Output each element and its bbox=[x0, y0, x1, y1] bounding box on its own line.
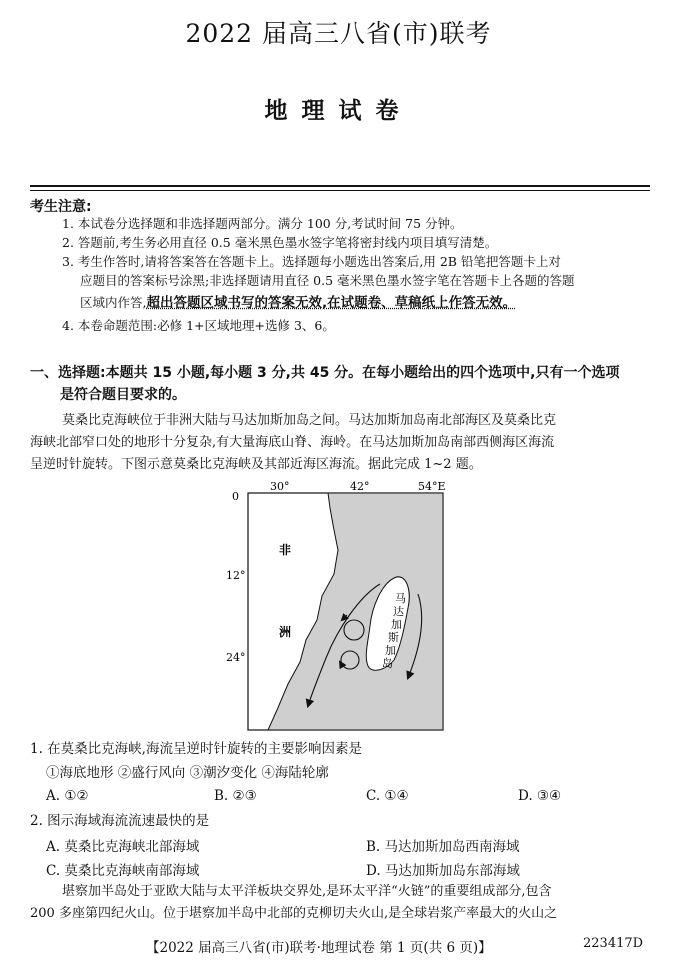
notice-item-1: 1. 本试卷分选择题和非选择题两部分。满分 100 分,考试时间 75 分钟。 bbox=[62, 216, 463, 231]
notice-item-4: 4. 本卷命题范围:必修 1+区域地理+选修 3、6。 bbox=[62, 318, 335, 333]
q1-option-b: B. ②③ bbox=[214, 788, 257, 804]
section-heading-line2: 是符合题目要求的。 bbox=[60, 387, 186, 403]
africa-label-2: 洲 bbox=[279, 625, 292, 639]
lat-label-12: 12° bbox=[226, 569, 246, 582]
section-heading bbox=[30, 362, 620, 406]
mada-char-2: 达 bbox=[393, 605, 404, 618]
notice-item-3-tail bbox=[80, 291, 516, 312]
question-1-stem: 1. 在莫桑比克海峡,海流呈逆时针旋转的主要影响因素是 bbox=[30, 741, 362, 757]
paper-code: 223417D bbox=[583, 936, 644, 951]
question-1-factors: ①海底地形 ②盛行风向 ③潮汐变化 ④海陆轮廓 bbox=[46, 765, 329, 781]
notice-bold-warning: 超出答题区域书写的答案无效,在试题卷、草稿纸上作答无效。 bbox=[146, 295, 517, 311]
section-heading-line1: 一、选择题:本题共 15 小题,每小题 3 分,共 45 分。在每小题给出的四个选项中,只有一个选项 bbox=[30, 365, 620, 381]
question-2-stem: 2. 图示海域海流流速最快的是 bbox=[30, 813, 210, 829]
notice-item-3-tail-text: 区域内作答, bbox=[80, 295, 147, 310]
top-rule-thin bbox=[30, 190, 650, 191]
passage1-line3: 呈逆时针旋转。下图示意莫桑比克海峡及其部近海区海流。据此完成 1~2 题。 bbox=[30, 457, 482, 472]
mada-char-6: 岛 bbox=[382, 657, 393, 670]
lon-label-42: 42° bbox=[350, 480, 370, 493]
page-footer: 【2022 届高三八省(市)联考·地理试卷 第 1 页(共 6 页)】 bbox=[146, 940, 492, 956]
mada-char-3: 加 bbox=[391, 618, 402, 631]
top-rule-thick bbox=[30, 185, 650, 187]
q1-option-d: D. ③④ bbox=[518, 788, 562, 804]
passage2-line2: 200 多座第四纪火山。位于堪察加半岛中北部的克柳切夫火山,是全球岩浆产率最大的火山之 bbox=[30, 906, 558, 921]
lat-label-24: 24° bbox=[226, 651, 246, 664]
mozambique-map bbox=[222, 478, 462, 738]
q1-option-a: A. ①② bbox=[46, 788, 89, 804]
q2-option-c: C. 莫桑比克海峡南部海域 bbox=[46, 863, 200, 879]
passage1-line1: 莫桑比克海峡位于非洲大陆与马达加斯加岛之间。马达加斯加岛南北部海区及莫桑比克 bbox=[62, 413, 557, 428]
q2-option-b: B. 马达加斯加岛西南海域 bbox=[366, 839, 520, 855]
passage2-line1: 堪察加半岛处于亚欧大陆与太平洋板块交界处,是环太平洋“火链”的重要组成部分,包含 bbox=[62, 884, 552, 899]
mada-char-4: 斯 bbox=[388, 631, 399, 644]
notice-item-3: 3. 考生作答时,请将答案答在答题卡上。选择题每小题选出答案后,用 2B 铅笔把答题卡上对 bbox=[62, 254, 561, 269]
passage1-line2: 海峡北部窄口处的地形十分复杂,有大量海底山脊、海岭。在马达加斯加岛南部西侧海区海流 bbox=[30, 435, 555, 450]
lon-label-54: 54°E bbox=[418, 480, 446, 493]
lon-label-30: 30° bbox=[270, 480, 290, 493]
notice-heading: 考生注意: bbox=[30, 199, 92, 215]
q1-option-c: C. ①④ bbox=[366, 788, 409, 804]
notice-item-3-cont: 应题目的答案标号涂黑;非选择题请用直径 0.5 毫米黑色墨水签字笔在答题卡上各题的答题 bbox=[80, 273, 575, 288]
notice-item-2: 2. 答题前,考生务必用直径 0.5 毫米黑色墨水签字笔将密封线内项目填写清楚。 bbox=[62, 235, 498, 250]
q2-option-d: D. 马达加斯加岛东部海域 bbox=[366, 863, 520, 879]
mada-char-1: 马 bbox=[395, 592, 406, 605]
mada-char-5: 加 bbox=[385, 644, 396, 657]
exam-title: 2022 届高三八省(市)联考 bbox=[185, 19, 492, 48]
africa-label-1: 非 bbox=[279, 543, 292, 557]
subject-title: 地理试卷 bbox=[264, 97, 413, 124]
lat-label-0: 0 bbox=[232, 490, 239, 503]
q2-option-a: A. 莫桑比克海峡北部海域 bbox=[46, 839, 200, 855]
